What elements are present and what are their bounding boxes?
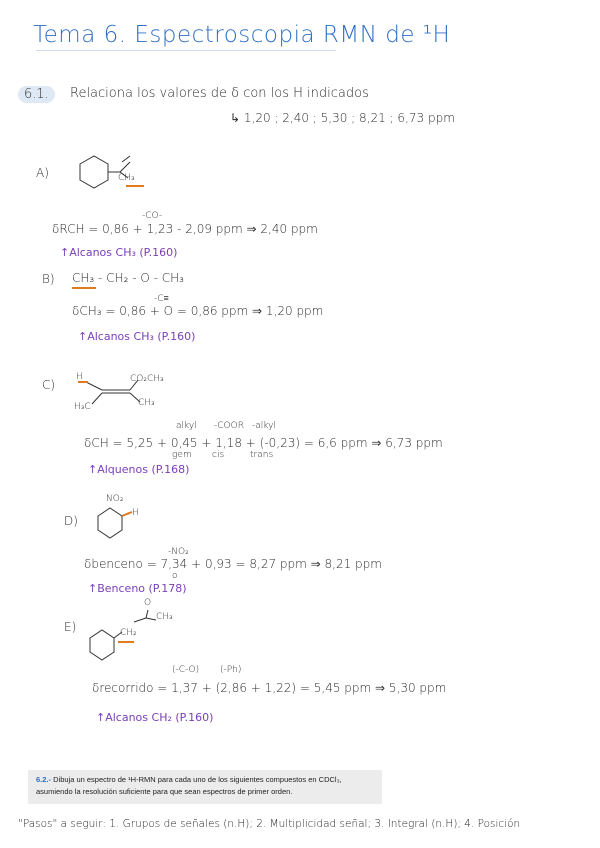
page-title: Tema 6. Espectroscopia RMN de ¹H: [33, 22, 451, 48]
item-c-above-1: alkyl: [176, 421, 197, 431]
item-c-molecule-h: H: [76, 372, 83, 382]
item-a-calculation: δRCH = 0,86 + 1,23 - 2,09 ppm ⇒ 2,40 ppm: [52, 222, 318, 236]
item-c-reference: ↑Alquenos (P.168): [88, 463, 190, 476]
item-c-above-2: -COOR: [214, 421, 244, 431]
item-e-calculation: δrecorrido = 1,37 + (2,86 + 1,22) = 5,45 ppm ⇒ 5,30 ppm: [92, 681, 447, 695]
item-b-highlight: [70, 285, 100, 291]
item-d-molecule-no2: NO₂: [106, 494, 124, 504]
item-b-molecule: CH₃ - CH₂ - O - CH₃: [72, 271, 184, 285]
section-6-1-number: 6.1.: [18, 86, 55, 103]
item-e-above-1: (-C-O): [172, 665, 200, 675]
item-c-below-1: gem: [172, 450, 192, 460]
item-d-above-label: -NO₂: [168, 547, 189, 557]
item-e-above-2: (-Ph): [220, 665, 242, 675]
item-e-molecule-ch3: CH₃: [156, 612, 173, 622]
item-e-molecule-carbonyl-o: O: [144, 598, 152, 608]
item-e-reference: ↑Alcanos CH₂ (P.160): [96, 711, 214, 724]
item-e-molecule-ch2: CH₂: [120, 628, 137, 638]
item-c-molecule-ch3-left: H₃C: [74, 402, 91, 412]
item-b-label: B): [42, 272, 55, 286]
section-6-2-text: Dibuja un espectro de ¹H-RMN para cada uno de los siguientes compuestos en CDCl₃, asumiendo la resolución suficiente para que sean espectros de primer orden.: [36, 775, 342, 796]
item-d-below-label: o: [172, 571, 178, 581]
item-c-above-3: -alkyl: [252, 421, 276, 431]
steps-footer: "Pasos" a seguir: 1. Grupos de señales (n.H); 2. Multiplicidad señal; 3. Integral (n.H); 4. Posición: [18, 818, 521, 830]
item-a-label: A): [36, 166, 49, 180]
item-c-molecule-ester: CO₂CH₃: [130, 374, 164, 384]
item-b-above-label: -C≡: [154, 294, 169, 304]
title-underline: [36, 50, 336, 51]
acetophenone-structure: [60, 150, 150, 200]
item-c-molecule-ch3-right: CH₃: [138, 398, 155, 408]
item-d-label: D): [64, 514, 78, 528]
item-c-calculation: δCH = 5,25 + 0,45 + 1,18 + (-0,23) = 6,6 ppm ⇒ 6,73 ppm: [84, 436, 443, 450]
item-a-molecule-text: CH₃: [118, 173, 135, 183]
item-c-below-3: trans: [250, 450, 274, 460]
item-d-reference: ↑Benceno (P.178): [88, 582, 187, 595]
section-6-1-answers: ↳ 1,20 ; 2,40 ; 5,30 ; 8,21 ; 6,73 ppm: [230, 111, 455, 125]
item-d-molecule-h: H: [132, 508, 139, 518]
item-b-reference: ↑Alcanos CH₃ (P.160): [78, 330, 196, 343]
section-6-1-text: Relaciona los valores de δ con los H indicados: [70, 86, 369, 101]
item-a-above-label: -CO-: [142, 211, 163, 221]
section-6-2-number: 6.2.-: [36, 775, 52, 784]
item-b-calculation: δCH₃ = 0,86 + O = 0,86 ppm ⇒ 1,20 ppm: [72, 304, 324, 318]
item-e-label: E): [64, 620, 77, 634]
section-6-2-box: [28, 770, 382, 804]
item-c-below-2: cis: [212, 450, 225, 460]
item-d-calculation: δbenceno = 7,34 + 0,93 = 8,27 ppm ⇒ 8,21 ppm: [84, 557, 382, 571]
item-c-label: C): [42, 378, 56, 392]
item-a-reference: ↑Alcanos CH₃ (P.160): [60, 246, 178, 259]
